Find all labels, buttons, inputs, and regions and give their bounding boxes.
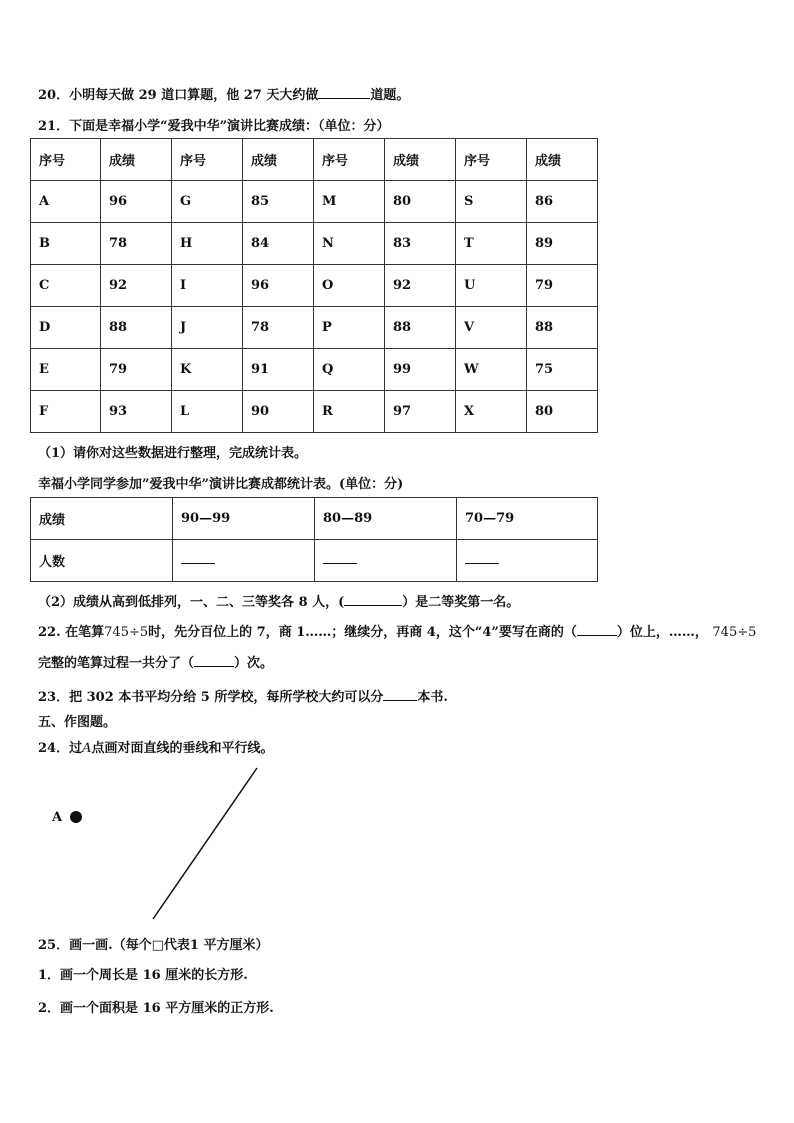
- table-cell: 78: [243, 307, 314, 349]
- header-cell: 成绩: [101, 139, 172, 181]
- header-cell: 成绩: [385, 139, 456, 181]
- table-cell: H: [172, 223, 243, 265]
- table-cell: 79: [101, 349, 172, 391]
- table-cell: P: [314, 307, 385, 349]
- q20-blank[interactable]: [318, 86, 370, 99]
- table-cell: U: [456, 265, 527, 307]
- header-cell: 序号: [31, 139, 101, 181]
- table-cell: 88: [527, 307, 598, 349]
- table-cell: N: [314, 223, 385, 265]
- table-cell: D: [31, 307, 101, 349]
- summary-header-row: [31, 498, 598, 540]
- answer-blank[interactable]: [323, 553, 357, 564]
- q25-item-2: 2．画一个面积是 16 平方厘米的正方形.: [38, 1001, 274, 1016]
- question-20: [38, 84, 409, 103]
- count-cell[interactable]: [173, 540, 315, 582]
- q22-text-c: ）位上，……，: [616, 625, 708, 640]
- table-cell: 88: [385, 307, 456, 349]
- q22-blank-1[interactable]: [577, 623, 617, 636]
- table-cell: 92: [385, 265, 456, 307]
- table-cell: A: [31, 181, 101, 223]
- summary-table-title: 幸福小学同学参加”爱我中华”演讲比赛成都统计表。(单位：分): [38, 477, 404, 492]
- table-row: [31, 223, 598, 265]
- count-cell[interactable]: [315, 540, 457, 582]
- count-cell[interactable]: [457, 540, 598, 582]
- q25-item-1: 1．画一个周长是 16 厘米的长方形.: [38, 968, 248, 983]
- summary-table: [30, 497, 598, 582]
- table-cell: W: [456, 349, 527, 391]
- table-cell: 96: [101, 181, 172, 223]
- scores-table: [30, 138, 598, 433]
- question-25-title: 25．画一画.（每个□代表1 平方厘米）: [38, 938, 269, 953]
- question-21-title: 21．下面是幸福小学“爱我中华”演讲比赛成绩：（单位：分）: [38, 119, 390, 134]
- q22-blank-2[interactable]: [194, 654, 234, 667]
- question-22-line1: [38, 621, 756, 640]
- table-cell: M: [314, 181, 385, 223]
- table-cell: 80: [527, 391, 598, 433]
- table-cell: 84: [243, 223, 314, 265]
- header-cell: 成绩: [31, 498, 173, 540]
- table-cell: L: [172, 391, 243, 433]
- table-cell: V: [456, 307, 527, 349]
- header-cell: 成绩: [527, 139, 598, 181]
- table-cell: 97: [385, 391, 456, 433]
- table-cell: 99: [385, 349, 456, 391]
- table-cell: 83: [385, 223, 456, 265]
- q22-expression: 745÷5: [104, 625, 149, 640]
- table-cell: 88: [101, 307, 172, 349]
- table-cell: 78: [101, 223, 172, 265]
- question-23: [38, 686, 448, 705]
- q21-part1: （1）请你对这些数据进行整理，完成统计表。: [38, 446, 308, 461]
- answer-blank[interactable]: [181, 553, 215, 564]
- q23-suffix: 本书.: [417, 690, 448, 705]
- table-cell: G: [172, 181, 243, 223]
- q21-part2: [38, 591, 519, 610]
- table-cell: C: [31, 265, 101, 307]
- table-cell: E: [31, 349, 101, 391]
- q24-text: 24．过: [38, 741, 83, 756]
- q22-text-d: 完整的笔算过程一共分了（: [38, 656, 195, 671]
- q20-suffix: 道题。: [370, 88, 410, 103]
- table-cell: T: [456, 223, 527, 265]
- question-22-line2: [38, 652, 273, 671]
- table-cell: 89: [527, 223, 598, 265]
- header-cell: 90—99: [173, 498, 315, 540]
- q22-text-b: 时，先分百位上的 7，商 1……；继续分，再商 4，这个“4”要写在商的（: [148, 625, 577, 640]
- answer-blank[interactable]: [465, 553, 499, 564]
- q24-figure: [0, 760, 300, 930]
- table-cell: S: [456, 181, 527, 223]
- header-cell: 成绩: [243, 139, 314, 181]
- q21-part2-blank[interactable]: [344, 593, 402, 606]
- header-cell: 序号: [314, 139, 385, 181]
- table-cell: B: [31, 223, 101, 265]
- table-row: [31, 265, 598, 307]
- section-5-title: 五、作图题。: [38, 715, 117, 730]
- table-cell: 92: [101, 265, 172, 307]
- table-cell: 86: [527, 181, 598, 223]
- q22-text-a: 22. 在笔算: [38, 625, 105, 640]
- table-cell: K: [172, 349, 243, 391]
- summary-count-row: [31, 540, 598, 582]
- q24-suffix: 点画对面直线的垂线和平行线。: [91, 741, 274, 756]
- q23-text: 23．把 302 本书平均分给 5 所学校，每所学校大约可以分: [38, 690, 384, 705]
- table-row: [31, 349, 598, 391]
- table-cell: F: [31, 391, 101, 433]
- question-24: [38, 737, 274, 756]
- table-cell: 85: [243, 181, 314, 223]
- table-header-row: [31, 139, 598, 181]
- given-line: [153, 768, 257, 919]
- q24-point-label: A: [82, 741, 92, 756]
- table-cell: 79: [527, 265, 598, 307]
- header-cell: 70—79: [457, 498, 598, 540]
- header-cell: 80—89: [315, 498, 457, 540]
- point-a-label: A: [52, 810, 63, 825]
- point-a-dot: [70, 811, 82, 823]
- q21-part2-suffix: ）是二等奖第一名。: [402, 595, 520, 610]
- table-cell: 75: [527, 349, 598, 391]
- table-cell: 93: [101, 391, 172, 433]
- table-cell: 90: [243, 391, 314, 433]
- table-cell: 96: [243, 265, 314, 307]
- table-row: [31, 391, 598, 433]
- table-row: [31, 181, 598, 223]
- table-cell: 91: [243, 349, 314, 391]
- table-cell: J: [172, 307, 243, 349]
- table-cell: X: [456, 391, 527, 433]
- table-cell: R: [314, 391, 385, 433]
- row-label: 人数: [31, 540, 173, 582]
- table-cell: I: [172, 265, 243, 307]
- table-cell: 80: [385, 181, 456, 223]
- table-cell: Q: [314, 349, 385, 391]
- q22-expression-2: 745÷5: [712, 625, 757, 640]
- table-cell: O: [314, 265, 385, 307]
- q22-text-e: ）次。: [234, 656, 274, 671]
- header-cell: 序号: [456, 139, 527, 181]
- q21-part2-text: （2）成绩从高到低排列，一、二、三等奖各 8 人，(: [38, 595, 345, 610]
- header-cell: 序号: [172, 139, 243, 181]
- q20-text: 20．小明每天做 29 道口算题，他 27 天大约做: [38, 88, 319, 103]
- q23-blank[interactable]: [383, 688, 417, 701]
- table-row: [31, 307, 598, 349]
